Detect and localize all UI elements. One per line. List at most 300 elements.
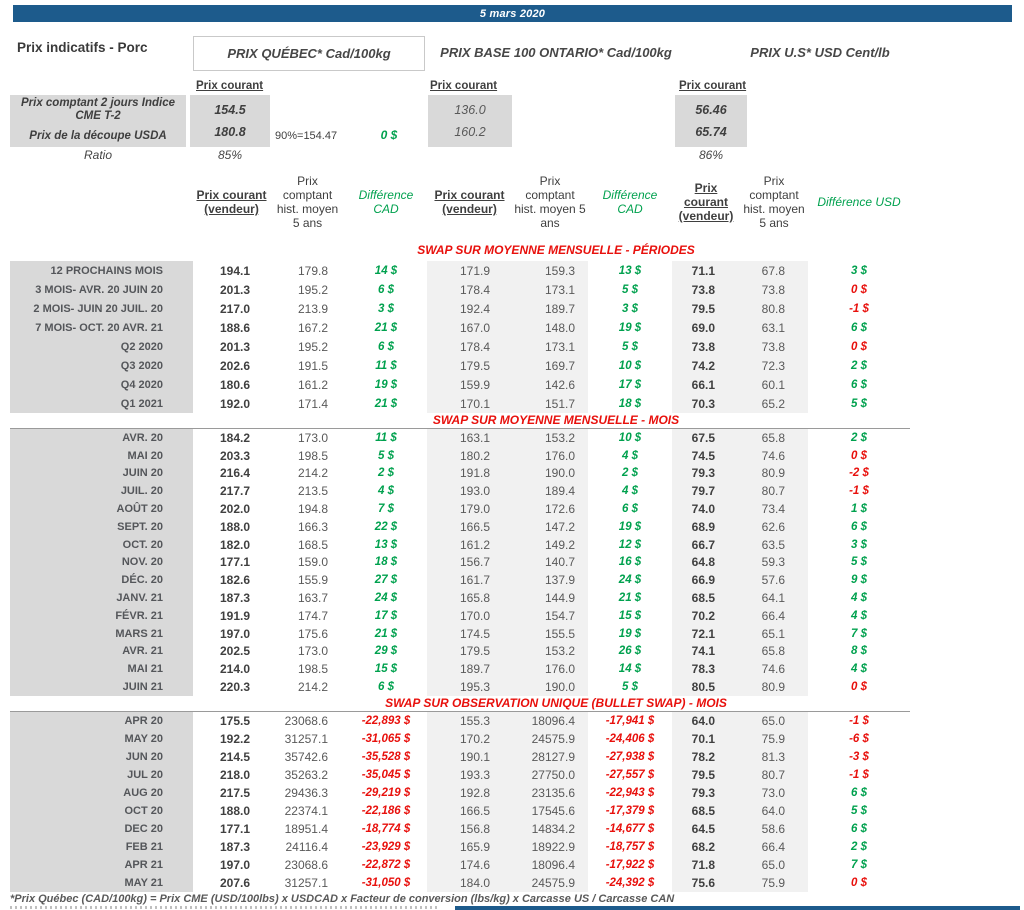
- qc-diff-cell: 11 $: [375, 431, 397, 444]
- table-row: [10, 625, 910, 643]
- ontario-cme-price: 136.0: [454, 103, 486, 117]
- table-row: [10, 394, 910, 413]
- qc-price-cell: 214.0: [219, 662, 250, 677]
- on-price-cell: 192.4: [427, 299, 512, 318]
- on-price-cell: 174.6: [427, 856, 512, 874]
- ontario-spot-column-header: Prix courant: [430, 80, 498, 92]
- us-diff-cell: 4 $: [851, 609, 867, 622]
- row-label: 7 MOIS- OCT. 20 AVR. 21: [10, 318, 193, 337]
- us-hist-cell: 64.1: [740, 589, 808, 607]
- table-row: [10, 482, 910, 500]
- qc-hist-cell: 35263.2: [284, 767, 328, 782]
- qc-price-cell: 202.5: [219, 644, 250, 659]
- qc-price-cell: 182.0: [219, 537, 250, 552]
- us-diff-cell: 9 $: [851, 574, 867, 587]
- quebec-ratio-value: 85%: [217, 148, 243, 162]
- on-price-cell: 165.9: [427, 838, 512, 856]
- section-title: SWAP SUR MOYENNE MENSUELLE - MOIS: [432, 413, 680, 427]
- qc-diff-cell: -35,045 $: [361, 768, 411, 781]
- us-diff-cell: 8 $: [851, 645, 867, 658]
- row-label: MAI 20: [10, 447, 193, 465]
- table-row: [10, 748, 910, 766]
- table-row: [10, 589, 910, 607]
- qc-diff-cell: 2 $: [378, 467, 394, 480]
- us-diff-cell: -6 $: [849, 732, 869, 745]
- qc-hist-cell: 23068.6: [284, 857, 328, 872]
- on-diff-cell: 16 $: [618, 556, 642, 569]
- qc-hist-cell: 198.5: [297, 662, 328, 677]
- row-label: SEPT. 20: [10, 518, 193, 536]
- table-row: [10, 678, 910, 696]
- table-row: [10, 536, 910, 554]
- on-hist-cell: 189.4: [512, 482, 588, 500]
- spot-row1-label: Prix comptant 2 jours Indice CME T-2: [20, 96, 175, 122]
- us-price-cell: 74.2: [672, 356, 740, 375]
- on-price-cell: 179.5: [427, 643, 512, 661]
- qc-diff-cell: -31,065 $: [361, 732, 411, 745]
- on-hist-cell: 169.7: [512, 356, 588, 375]
- row-label: 3 MOIS- AVR. 20 JUIN 20: [10, 280, 193, 299]
- row-label: AVR. 20: [10, 429, 193, 447]
- on-price-cell: 165.8: [427, 589, 512, 607]
- table-row: [10, 820, 910, 838]
- on-diff-cell: 19 $: [618, 321, 642, 334]
- table-row: [10, 856, 910, 874]
- row-label: 2 MOIS- JUIN 20 JUIL. 20: [10, 299, 193, 318]
- us-hist-cell: 57.6: [740, 571, 808, 589]
- on-diff-cell: -27,557 $: [605, 768, 655, 781]
- on-price-cell: 178.4: [427, 280, 512, 299]
- on-price-cell: 195.3: [427, 678, 512, 696]
- us-hist-cell: 64.0: [740, 802, 808, 820]
- us-price-cell: 79.3: [672, 465, 740, 483]
- us-diff-cell: 2 $: [851, 359, 867, 372]
- section-header: [10, 696, 910, 712]
- qc-hist-cell: 195.2: [297, 282, 328, 297]
- us-diff-cell: 0 $: [851, 681, 867, 694]
- qc-hist-cell: 31257.1: [284, 731, 328, 746]
- row-label: OCT 20: [10, 802, 193, 820]
- qc-hist-cell: 198.5: [297, 448, 328, 463]
- qc-price-cell: 192.0: [219, 396, 250, 411]
- us-diff-cell: 5 $: [851, 556, 867, 569]
- on-hist-cell: 173.1: [512, 280, 588, 299]
- qc-price-cell: 177.1: [219, 555, 250, 570]
- footnote-2-clipped: [10, 906, 440, 909]
- us-price-cell: 64.8: [672, 554, 740, 572]
- row-label: DEC 20: [10, 820, 193, 838]
- us-hist-cell: 73.8: [740, 337, 808, 356]
- qc-price-cell: 191.9: [219, 608, 250, 623]
- on-diff-cell: 17 $: [618, 378, 642, 391]
- us-hist-cell: 81.3: [740, 748, 808, 766]
- row-label: MAY 20: [10, 730, 193, 748]
- on-diff-cell: -17,922 $: [605, 858, 655, 871]
- qc-diff-cell: 14 $: [374, 264, 398, 277]
- on-hist-cell: 144.9: [512, 589, 588, 607]
- us-price-cell: 64.0: [672, 712, 740, 730]
- qc-price-cell: 217.5: [219, 785, 250, 800]
- qc-price-cell: 187.3: [219, 591, 250, 606]
- us-diff-cell: 6 $: [851, 321, 867, 334]
- qc-hist-cell: 31257.1: [284, 875, 328, 890]
- row-label: Q1 2021: [10, 394, 193, 413]
- qc-diff-cell: -18,774 $: [361, 822, 411, 835]
- us-diff-cell: 4 $: [851, 592, 867, 605]
- on-diff-cell: 21 $: [618, 592, 642, 605]
- qc-diff-cell: 13 $: [374, 538, 398, 551]
- on-hist-cell: 176.0: [512, 447, 588, 465]
- us-hist-cell: 65.2: [740, 394, 808, 413]
- on-diff-cell: -17,379 $: [605, 804, 655, 817]
- qc-hist-cell: 175.6: [297, 626, 328, 641]
- row-label: JUL 20: [10, 766, 193, 784]
- qc-hist-cell: 159.0: [297, 555, 328, 570]
- us-diff-cell: -3 $: [849, 750, 869, 763]
- us-diff-cell: 7 $: [851, 858, 867, 871]
- on-hist-cell: 28127.9: [512, 748, 588, 766]
- on-diff-cell: 2 $: [622, 467, 638, 480]
- us-hist-cell: 75.9: [740, 730, 808, 748]
- footnote: *Prix Québec (CAD/100kg) = Prix CME (USD/100lbs) x USDCAD x Facteur de conversion (lbs/kg) x Carcasse US / Carcasse CAN: [10, 893, 675, 905]
- on-hist-cell: 147.2: [512, 518, 588, 536]
- on-diff-cell: 6 $: [622, 503, 638, 516]
- us-hist-cell: 60.1: [740, 375, 808, 394]
- qc-price-cell: 202.6: [219, 358, 250, 373]
- us-diff-cell: 2 $: [851, 840, 867, 853]
- us-price-cell: 79.7: [672, 482, 740, 500]
- page-title: Prix indicatifs - Porc: [17, 40, 148, 55]
- on-diff-cell: 18 $: [618, 397, 642, 410]
- on-diff-cell: 14 $: [618, 663, 642, 676]
- on-hist-cell: 18922.9: [512, 838, 588, 856]
- on-diff-cell: -17,941 $: [605, 714, 655, 727]
- qc-hist-cell: 155.9: [297, 573, 328, 588]
- row-label: Q2 2020: [10, 337, 193, 356]
- on-price-cell: 170.1: [427, 394, 512, 413]
- us-hist-cell: 80.8: [740, 299, 808, 318]
- on-hist-cell: 142.6: [512, 375, 588, 394]
- us-price-cell: 79.3: [672, 784, 740, 802]
- us-hist-cell: 63.5: [740, 536, 808, 554]
- on-hist-cell: 24575.9: [512, 730, 588, 748]
- table-row: [10, 465, 910, 483]
- table-row: [10, 712, 910, 730]
- table-row: [10, 643, 910, 661]
- us-price-cell: 64.5: [672, 820, 740, 838]
- qc-diff-column-header: Différence CAD: [358, 188, 414, 216]
- on-hist-cell: 149.2: [512, 536, 588, 554]
- us-price-cell: 70.2: [672, 607, 740, 625]
- us-diff-cell: -1 $: [849, 768, 869, 781]
- qc-price-cell: 220.3: [219, 680, 250, 695]
- us-price-cell: 68.5: [672, 802, 740, 820]
- table-row: [10, 299, 910, 318]
- row-label: MARS 21: [10, 625, 193, 643]
- us-hist-cell: 59.3: [740, 554, 808, 572]
- quebec-cme-price: 154.5: [214, 103, 246, 117]
- on-price-cell: 166.5: [427, 802, 512, 820]
- us-price-cell: 70.3: [672, 394, 740, 413]
- on-hist-cell: 14834.2: [512, 820, 588, 838]
- row-label: JUIN 21: [10, 678, 193, 696]
- on-diff-cell: -24,392 $: [605, 876, 655, 889]
- section-header: [10, 240, 910, 261]
- qc-price-cell: 175.5: [219, 713, 250, 728]
- us-hist-cell: 74.6: [740, 660, 808, 678]
- qc-price-cell: 194.1: [219, 263, 250, 278]
- on-price-cell: 193.3: [427, 766, 512, 784]
- row-label: JUN 20: [10, 748, 193, 766]
- qc-price-cell: 207.6: [219, 875, 250, 890]
- on-hist-cell: 189.7: [512, 299, 588, 318]
- on-price-cell: 193.0: [427, 482, 512, 500]
- on-diff-cell: 4 $: [622, 485, 638, 498]
- qc-hist-cell: 29436.3: [284, 785, 328, 800]
- qc-diff-cell: 19 $: [374, 378, 398, 391]
- us-price-cell: 66.7: [672, 536, 740, 554]
- row-label: DÉC. 20: [10, 571, 193, 589]
- qc-diff-cell: -22,186 $: [361, 804, 411, 817]
- on-hist-cell: 176.0: [512, 660, 588, 678]
- qc-diff-cell: 6 $: [378, 681, 394, 694]
- qc-diff-cell: 21 $: [374, 397, 398, 410]
- qc-diff-cell: -22,893 $: [361, 714, 411, 727]
- qc-diff-cell: 22 $: [374, 520, 398, 533]
- qc-hist-cell: 194.8: [297, 502, 328, 517]
- table-row: [10, 429, 910, 447]
- qc-hist-cell: 167.2: [297, 320, 328, 335]
- table-row: [10, 356, 910, 375]
- on-diff-cell: 5 $: [622, 340, 638, 353]
- us-diff-cell: 0 $: [851, 449, 867, 462]
- qc-hist-cell: 35742.6: [284, 749, 328, 764]
- us-diff-cell: 0 $: [851, 283, 867, 296]
- us-diff-cell: 0 $: [851, 340, 867, 353]
- row-label: AVR. 21: [10, 643, 193, 661]
- on-hist-cell: 23135.6: [512, 784, 588, 802]
- us-price-cell: 79.5: [672, 766, 740, 784]
- us-diff-cell: 4 $: [851, 663, 867, 676]
- us-price-cell: 66.1: [672, 375, 740, 394]
- us-price-cell: 70.1: [672, 730, 740, 748]
- us-hist-cell: 74.6: [740, 447, 808, 465]
- qc-hist-cell: 24116.4: [285, 839, 328, 854]
- table-row: [10, 318, 910, 337]
- quebec-spot-values: [190, 95, 270, 147]
- qc-diff-cell: 15 $: [374, 663, 398, 676]
- table-row: [10, 784, 910, 802]
- us-hist-cell: 75.9: [740, 874, 808, 892]
- us-diff-cell: 6 $: [851, 378, 867, 391]
- on-price-cell: 174.5: [427, 625, 512, 643]
- on-hist-cell: 190.0: [512, 678, 588, 696]
- us-price-cell: 73.8: [672, 337, 740, 356]
- on-price-cell: 179.0: [427, 500, 512, 518]
- us-diff-cell: -2 $: [849, 467, 869, 480]
- bottom-banner: [455, 906, 1020, 910]
- table-row: [10, 660, 910, 678]
- qc-price-cell: 201.3: [219, 339, 250, 354]
- qc-diff-cell: 6 $: [378, 283, 394, 296]
- us-diff-cell: -1 $: [849, 714, 869, 727]
- on-hist-cell: 154.7: [512, 607, 588, 625]
- us-price-cell: 69.0: [672, 318, 740, 337]
- qc-diff-cell: 24 $: [374, 592, 398, 605]
- row-label: NOV. 20: [10, 554, 193, 572]
- table-row: [10, 518, 910, 536]
- qc-diff-cell: -23,929 $: [361, 840, 411, 853]
- qc-diff-cell: 17 $: [374, 609, 398, 622]
- on-price-column-header: Prix courant (vendeur): [434, 188, 505, 216]
- qc-price-cell: 216.4: [219, 466, 250, 481]
- us-price-cell: 75.6: [672, 874, 740, 892]
- on-price-cell: 190.1: [427, 748, 512, 766]
- qc-diff-cell: 18 $: [374, 556, 398, 569]
- qc-hist-cell: 163.7: [297, 591, 328, 606]
- table-row: [10, 802, 910, 820]
- row-label: JANV. 21: [10, 589, 193, 607]
- on-hist-cell: 151.7: [512, 394, 588, 413]
- on-price-cell: 170.0: [427, 607, 512, 625]
- on-hist-cell: 173.1: [512, 337, 588, 356]
- quebec-spot-column-header: Prix courant: [196, 80, 264, 92]
- us-hist-cell: 65.8: [740, 429, 808, 447]
- us-price-cell: 71.1: [672, 261, 740, 280]
- qc-price-cell: 177.1: [219, 821, 250, 836]
- on-hist-cell: 18096.4: [512, 856, 588, 874]
- on-hist-column-header: Prix comptant hist. moyen 5 ans: [514, 174, 586, 230]
- qc-hist-cell: 213.5: [297, 484, 328, 499]
- on-price-cell: 167.0: [427, 318, 512, 337]
- us-spot-values: [675, 95, 747, 147]
- us-hist-cell: 72.3: [740, 356, 808, 375]
- on-price-cell: 171.9: [427, 261, 512, 280]
- qc-hist-cell: 173.0: [297, 430, 328, 445]
- qc-price-cell: 217.7: [219, 484, 250, 499]
- on-price-cell: 178.4: [427, 337, 512, 356]
- us-price-cell: 74.1: [672, 643, 740, 661]
- on-price-cell: 156.8: [427, 820, 512, 838]
- qc-diff-cell: 5 $: [378, 449, 394, 462]
- table-row: [10, 571, 910, 589]
- row-label: OCT. 20: [10, 536, 193, 554]
- row-label: JUIN 20: [10, 465, 193, 483]
- us-price-cell: 80.5: [672, 678, 740, 696]
- qc-hist-cell: 22374.1: [284, 803, 328, 818]
- on-diff-column-header: Différence CAD: [602, 188, 658, 216]
- on-hist-cell: 18096.4: [512, 712, 588, 730]
- on-diff-cell: 12 $: [618, 538, 642, 551]
- qc-hist-cell: 18951.4: [284, 821, 328, 836]
- qc-price-cell: 197.0: [219, 626, 250, 641]
- on-diff-cell: 13 $: [618, 264, 642, 277]
- us-spot-column-header: Prix courant: [679, 80, 747, 92]
- swap-table-body: [10, 240, 910, 892]
- us-hist-cell: 65.0: [740, 856, 808, 874]
- qc-price-column-header: Prix courant (vendeur): [196, 188, 267, 216]
- qc-diff-cell: 21 $: [374, 627, 398, 640]
- on-hist-cell: 190.0: [512, 465, 588, 483]
- us-price-cell: 78.2: [672, 748, 740, 766]
- on-price-cell: 180.2: [427, 447, 512, 465]
- on-price-cell: 161.2: [427, 536, 512, 554]
- us-cme-price: 56.46: [695, 103, 727, 117]
- us-price-cell: 68.2: [672, 838, 740, 856]
- us-diff-cell: 3 $: [851, 538, 867, 551]
- qc-price-cell: 218.0: [219, 767, 250, 782]
- on-hist-cell: 27750.0: [512, 766, 588, 784]
- date-banner: [13, 5, 1012, 22]
- qc-hist-cell: 195.2: [297, 339, 328, 354]
- row-label: APR 21: [10, 856, 193, 874]
- qc-diff-cell: 7 $: [378, 503, 394, 516]
- us-diff-cell: 5 $: [851, 397, 867, 410]
- table-row: [10, 607, 910, 625]
- on-price-cell: 166.5: [427, 518, 512, 536]
- on-price-cell: 159.9: [427, 375, 512, 394]
- row-label: Q4 2020: [10, 375, 193, 394]
- us-diff-cell: 6 $: [851, 520, 867, 533]
- qc-hist-column-header: Prix comptant hist. moyen 5 ans: [276, 174, 339, 230]
- us-diff-cell: 7 $: [851, 627, 867, 640]
- row-label: FEB 21: [10, 838, 193, 856]
- table-column-headers: [10, 170, 910, 236]
- us-diff-cell: 6 $: [851, 786, 867, 799]
- row-label: MAI 21: [10, 660, 193, 678]
- on-hist-cell: 155.5: [512, 625, 588, 643]
- quebec-market-header: PRIX QUÉBEC* Cad/100kg: [193, 36, 425, 71]
- row-label: 12 PROCHAINS MOIS: [10, 261, 193, 280]
- qc-price-cell: 184.2: [219, 430, 250, 445]
- us-hist-cell: 80.7: [740, 482, 808, 500]
- qc-diff-cell: 21 $: [374, 321, 398, 334]
- on-diff-cell: -24,406 $: [605, 732, 655, 745]
- qc-price-cell: 217.0: [219, 301, 250, 316]
- us-usda-price: 65.74: [695, 125, 727, 139]
- on-price-cell: 191.8: [427, 465, 512, 483]
- table-row: [10, 337, 910, 356]
- us-hist-cell: 66.4: [740, 838, 808, 856]
- qc-diff-cell: 11 $: [375, 359, 397, 372]
- spot-row2-label: Prix de la découpe USDA: [29, 130, 167, 142]
- table-row: [10, 554, 910, 572]
- us-price-cell: 71.8: [672, 856, 740, 874]
- on-price-cell: 170.2: [427, 730, 512, 748]
- qc-price-cell: 180.6: [219, 377, 250, 392]
- qc-price-cell: 182.6: [219, 573, 250, 588]
- on-hist-cell: 159.3: [512, 261, 588, 280]
- qc-diff-cell: 4 $: [378, 485, 394, 498]
- qc-diff-cell: -29,219 $: [361, 786, 411, 799]
- qc-hist-cell: 171.4: [297, 396, 328, 411]
- qc-hist-cell: 191.5: [297, 358, 328, 373]
- us-price-cell: 79.5: [672, 299, 740, 318]
- qc-price-cell: 188.0: [219, 519, 250, 534]
- qc-hist-cell: 173.0: [297, 644, 328, 659]
- ratio-label: Ratio: [83, 148, 112, 162]
- qc-diff-cell: -35,528 $: [361, 750, 411, 763]
- us-diff-cell: 2 $: [851, 431, 867, 444]
- qc-hist-cell: 213.9: [297, 301, 328, 316]
- table-row: [10, 261, 910, 280]
- on-hist-cell: 24575.9: [512, 874, 588, 892]
- us-price-cell: 66.9: [672, 571, 740, 589]
- us-diff-cell: 5 $: [851, 804, 867, 817]
- qc-price-cell: 203.3: [219, 448, 250, 463]
- section-title: SWAP SUR MOYENNE MENSUELLE - PÉRIODES: [417, 243, 695, 257]
- on-diff-cell: 3 $: [622, 302, 638, 315]
